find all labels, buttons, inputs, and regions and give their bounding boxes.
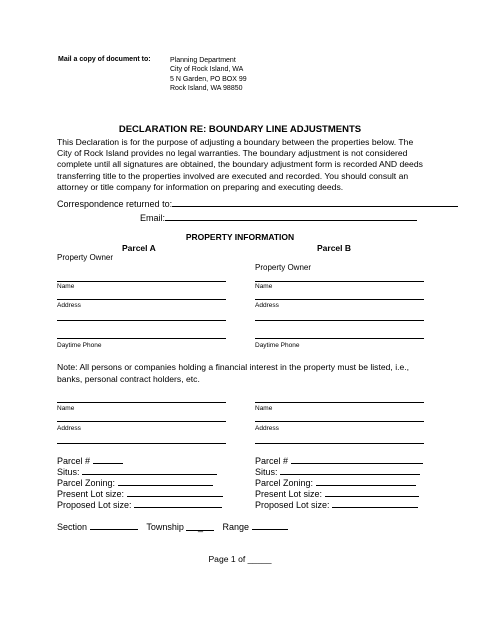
mail-label: Mail a copy of document to:: [58, 56, 151, 63]
range-line[interactable]: [252, 521, 288, 530]
right-proposed-lot-row[interactable]: [255, 499, 418, 511]
parcel-b-phone-line[interactable]: [255, 338, 424, 339]
parcel-b-address-line-1[interactable]: [255, 299, 424, 300]
correspondence-line[interactable]: [172, 198, 458, 207]
range-label: Range: [222, 522, 250, 532]
township-line[interactable]: [186, 522, 214, 531]
interest-left-name-label: Name: [57, 405, 75, 412]
right-parcel-number-label: Parcel #: [255, 456, 289, 466]
parcel-b-owner-label: Property Owner: [255, 263, 312, 272]
parcel-a-address-label: Address: [57, 302, 81, 309]
correspondence-label: Correspondence returned to:: [57, 199, 173, 209]
interest-left-name-line[interactable]: [57, 402, 226, 403]
parcel-a-heading: Parcel A: [122, 243, 156, 253]
section-line[interactable]: [90, 521, 138, 530]
email-line[interactable]: [165, 212, 417, 221]
right-proposed-lot-label: Proposed Lot size:: [255, 500, 330, 510]
left-proposed-lot-line[interactable]: [134, 499, 222, 508]
left-situs-line[interactable]: [82, 466, 217, 475]
parcel-b-address-line-2[interactable]: [255, 320, 424, 321]
interest-left-address-label: Address: [57, 425, 81, 432]
left-proposed-lot-row[interactable]: [57, 499, 222, 511]
mail-line-3: 5 N Garden, PO BOX 99: [170, 75, 247, 83]
interest-right-extra-line[interactable]: [255, 443, 424, 444]
parcel-b-heading: Parcel B: [317, 243, 352, 253]
mail-address-block: [170, 56, 247, 94]
left-zoning-line[interactable]: [118, 477, 213, 486]
township-fill: _: [197, 522, 203, 532]
mail-line-2: City of Rock Island, WA: [170, 66, 244, 74]
parcel-b-phone-label: Daytime Phone: [255, 342, 300, 349]
right-situs-line[interactable]: [280, 466, 420, 475]
section-label: Section: [57, 522, 88, 532]
right-zoning-label: Parcel Zoning:: [255, 478, 314, 488]
left-proposed-lot-label: Proposed Lot size:: [57, 500, 132, 510]
parcel-a-phone-label: Daytime Phone: [57, 342, 102, 349]
section-township-range-row: [57, 521, 288, 533]
document-title: DECLARATION RE: BOUNDARY LINE ADJUSTMENTS: [118, 124, 362, 135]
parcel-b-address-label: Address: [255, 302, 279, 309]
financial-interest-note: Note: All persons or companies holding a financial interest in the property must be listed, i.e., banks, personal contract holders, etc.: [57, 362, 410, 384]
parcel-a-phone-line[interactable]: [57, 338, 226, 339]
township-label: Township: [146, 522, 184, 532]
right-parcel-number-line[interactable]: [291, 455, 423, 464]
left-present-lot-label: Present Lot size:: [57, 489, 125, 499]
interest-right-address-label: Address: [255, 425, 279, 432]
interest-left-extra-line[interactable]: [57, 443, 226, 444]
interest-right-name-label: Name: [255, 405, 273, 412]
intro-paragraph: This Declaration is for the purpose of adjusting a boundary between the properties below. The City of Rock Island provides no legal warranties. The boundary adjustment is not considered complete until all signatures are obtained, the boundary adjustment form is recorded AND deeds transferring title to the properties involved are executed and recorded. You should consult an attorney or title company for information on preparing and executing deeds.: [57, 137, 423, 192]
left-parcel-number-line[interactable]: [93, 455, 123, 464]
parcel-a-name-line[interactable]: [57, 281, 226, 282]
right-proposed-lot-line[interactable]: [332, 499, 418, 508]
right-present-lot-label: Present Lot size:: [255, 489, 323, 499]
property-info-heading: PROPERTY INFORMATION: [185, 232, 295, 242]
left-situs-label: Situs:: [57, 467, 80, 477]
interest-left-address-line[interactable]: [57, 421, 226, 422]
mail-line-1: Planning Department: [170, 57, 236, 64]
page-number: Page 1 of _____: [208, 554, 272, 564]
correspondence-row[interactable]: [57, 198, 458, 210]
parcel-a-owner-label: Property Owner: [57, 253, 114, 262]
interest-right-address-line[interactable]: [255, 421, 424, 422]
email-row[interactable]: [140, 212, 417, 224]
right-present-lot-line[interactable]: [325, 488, 419, 497]
interest-right-name-line[interactable]: [255, 402, 424, 403]
left-parcel-number-label: Parcel #: [57, 456, 91, 466]
email-label: Email:: [140, 213, 166, 223]
parcel-a-address-line-1[interactable]: [57, 299, 226, 300]
mail-line-4: Rock Island, WA 98850: [170, 85, 243, 93]
parcel-b-name-label: Name: [255, 283, 273, 290]
parcel-b-name-line[interactable]: [255, 281, 424, 282]
left-zoning-label: Parcel Zoning:: [57, 478, 116, 488]
parcel-a-name-label: Name: [57, 283, 75, 290]
left-present-lot-line[interactable]: [127, 488, 223, 497]
right-zoning-line[interactable]: [316, 477, 416, 486]
right-situs-label: Situs:: [255, 467, 278, 477]
parcel-a-address-line-2[interactable]: [57, 320, 226, 321]
